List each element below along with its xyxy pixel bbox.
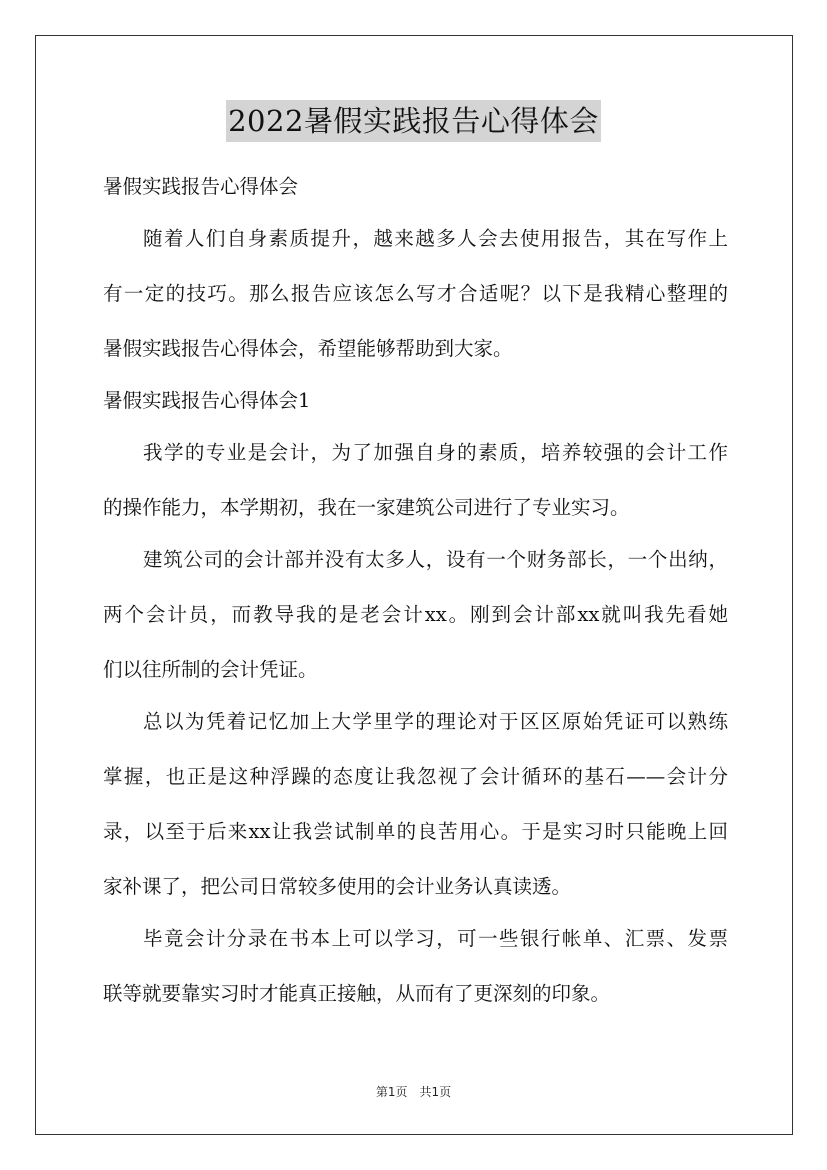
paragraph-line: 总以为凭着记忆加上大学里学的理论对于区区原始凭证可以熟练 <box>143 710 728 733</box>
intro-line: 有一定的技巧。那么报告应该怎么写才合适呢？以下是我精心整理的 <box>103 282 728 305</box>
intro-paragraph <box>103 223 728 365</box>
paragraph-line: 掌握，也正是这种浮躁的态度让我忽视了会计循环的基石——会计分 <box>103 765 728 788</box>
paragraph-line: 建筑公司的会计部并没有太多人，设有一个财务部长，一个出纳， <box>143 548 728 571</box>
intro-line: 暑假实践报告心得体会，希望能够帮助到大家。 <box>103 337 513 360</box>
paragraph-line: 联等就要靠实习时才能真正接触，从而有了更深刻的印象。 <box>103 982 611 1005</box>
paragraph-line: 毕竟会计分录在书本上可以学习，可一些银行帐单、汇票、发票 <box>143 927 728 950</box>
paragraph-1 <box>103 437 728 524</box>
paragraph-4 <box>103 923 728 1010</box>
paragraph-line: 录，以至于后来xx让我尝试制单的良苦用心。于是实习时只能晚上回 <box>103 820 728 843</box>
paragraph-3 <box>103 706 728 903</box>
document-title-wrap <box>0 100 827 142</box>
document-body <box>103 171 728 1010</box>
paragraph-line: 两个会计员，而教导我的是老会计xx。刚到会计部xx就叫我先看她 <box>103 603 728 626</box>
paragraph-2 <box>103 544 728 686</box>
section-heading: 暑假实践报告心得体会1 <box>103 389 311 412</box>
page-number-total: 共1页 <box>419 1085 452 1099</box>
paragraph-line: 的操作能力，本学期初，我在一家建筑公司进行了专业实习。 <box>103 496 630 519</box>
paragraph-line: 我学的专业是会计，为了加强自身的素质，培养较强的会计工作 <box>143 441 728 464</box>
paragraph-line: 家补课了，把公司日常较多使用的会计业务认真读透。 <box>103 875 572 898</box>
paragraph-line: 们以往所制的会计凭证。 <box>103 658 318 681</box>
page-footer <box>0 1083 827 1100</box>
subtitle: 暑假实践报告心得体会 <box>103 175 299 198</box>
page-number-current: 第1页 <box>375 1085 408 1099</box>
intro-line: 随着人们自身素质提升，越来越多人会去使用报告，其在写作上 <box>143 227 728 250</box>
document-title: 2022暑假实践报告心得体会 <box>226 100 601 142</box>
